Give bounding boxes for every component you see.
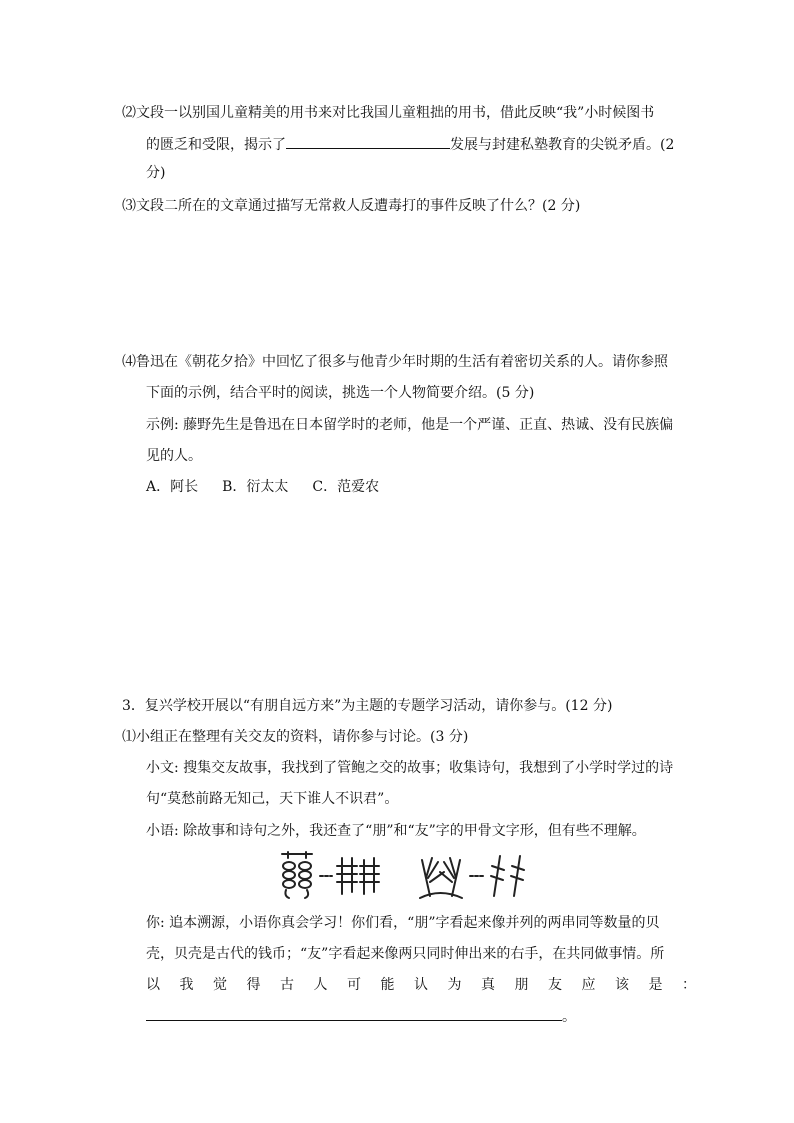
oracle-bone-glyphs-image xyxy=(280,848,550,904)
q4-line-1: ⑷鲁迅在《朝花夕拾》中回忆了很多与他青少年时期的生活有着密切关系的人。请你参照 xyxy=(122,354,668,370)
answer-blank-q2[interactable] xyxy=(286,134,450,149)
q4-example-line-2: 见的人。 xyxy=(146,448,202,464)
ni-line-2: 壳，贝壳是古代的钱币；“友”字看起来像两只同时伸出来的右手，在共同做事情。所 xyxy=(146,946,665,962)
xiaowen-line-2: 句“莫愁前路无知己，天下谁人不识君”。 xyxy=(146,791,399,807)
sub-question-1: ⑴小组正在整理有关交友的资料，请你参与讨论。(3 分) xyxy=(122,729,469,745)
xiaowen-line-1: 小文: 搜集交友故事，我找到了管鲍之交的故事；收集诗句，我想到了小学时学过的诗 xyxy=(146,760,674,776)
answer-blank-friend[interactable] xyxy=(146,1006,562,1021)
section-3-title: 3．复兴学校开展以“有朋自远方来”为主题的专题学习活动，请你参与。(12 分) xyxy=(122,698,613,714)
xiaoyu-line: 小语: 除故事和诗句之外，我还查了“朋”和“友”字的甲骨文字形，但有些不理解。 xyxy=(146,823,646,839)
option-a[interactable]: A．阿长 xyxy=(146,479,199,495)
answer-line xyxy=(146,1006,576,1027)
q2-line-1: ⑵文段一以别国儿童精美的用书来对比我国儿童粗拙的用书，借此反映“我”小时候图书 xyxy=(122,105,655,121)
q2-line-2 xyxy=(146,134,674,155)
q2-line-2-after: 发展与封建私塾教育的尖锐矛盾。(2 xyxy=(450,137,675,153)
q4-example-line-1: 示例: 藤野先生是鲁迅在日本留学时的老师，他是一个严谨、正直、热诚、没有民族偏 xyxy=(146,417,674,433)
ni-line-3: 以我觉得古人可能认为真朋友应该是： xyxy=(146,977,716,993)
q4-line-2: 下面的示例，结合平时的阅读，挑选一个人物简要介绍。(5 分) xyxy=(146,385,535,401)
option-b[interactable]: B．衍太太 xyxy=(222,479,289,495)
ni-line-1: 你: 追本溯源，小语你真会学习！你们看，“朋”字看起来像并列的两串同等数量的贝 xyxy=(146,915,660,931)
q2-line-2-before: 的匮乏和受限，揭示了 xyxy=(146,137,286,153)
option-c[interactable]: C．范爱农 xyxy=(312,479,380,495)
q3-line-1: ⑶文段二所在的文章通过描写无常救人反遭毒打的事件反映了什么？(2 分) xyxy=(122,198,581,214)
answer-end-punct: 。 xyxy=(562,1009,576,1025)
q4-options xyxy=(146,477,403,497)
q2-line-3: 分) xyxy=(146,165,166,181)
